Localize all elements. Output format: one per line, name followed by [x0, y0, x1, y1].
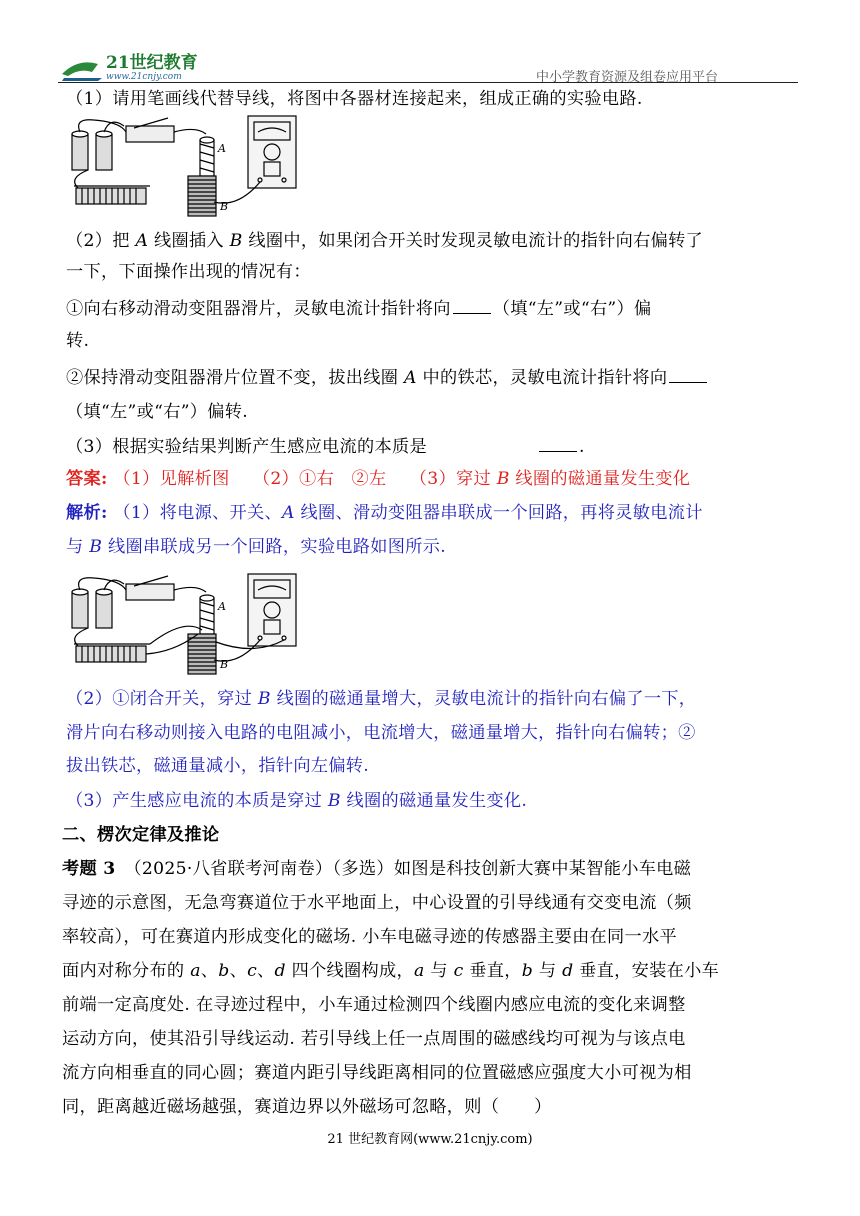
question-2-line-5: ②保持滑动变阻器滑片位置不变，拔出线圈 A 中的铁芯，灵敏电流计指针将向 [66, 366, 709, 389]
question-2-line-4: 转. [66, 331, 90, 351]
answer-line: 答案: （1）见解析图 （2）①右 ②左 （3）穿过 B 线圈的磁通量发生变化 [66, 469, 691, 489]
kt3-line-6: 运动方向，使其沿引导线运动. 若引导线上任一点周围的磁感线均可视为与该点电 [62, 1029, 686, 1049]
answer-blank-1 [453, 297, 491, 314]
page-footer: 21 世纪教育网(www.21cnjy.com) [327, 1132, 533, 1147]
analysis-line-5: 拔出铁芯，磁通量减小，指针向左偏转. [66, 756, 370, 776]
coil-a-label: A [218, 142, 226, 155]
question-2-line-3: ①向右移动滑动变阻器滑片，灵敏电流计指针将向 （填“左”或“右”）偏 [66, 299, 652, 319]
kt3-line-1: 考题 3 （2025·八省联考河南卷）（多选）如图是科技创新大赛中某智能小车电磁 [62, 859, 692, 879]
kt3-line-3: 率较高），可在赛道内形成变化的磁场. 小车电磁寻迹的传感器主要由在同一水平 [62, 927, 677, 947]
analysis-line-6: （3）产生感应电流的本质是穿过 B 线圈的磁通量发生变化. [66, 791, 528, 811]
circuit-figure-answer [64, 570, 304, 686]
circuit-figure-question [64, 112, 304, 228]
kt3-line-2: 寻迹的示意图，无急弯赛道位于水平地面上，中心设置的引导线通有交变电流（频 [62, 893, 692, 913]
question-2-line-2: 一下，下面操作出现的情况有： [66, 262, 311, 282]
analysis-line-4: 滑片向右移动则接入电路的电阻减小，电流增大，磁通量增大，指针向右偏转；② [66, 723, 696, 743]
question-2-line-6: （填“左”或“右”）偏转. [66, 402, 249, 422]
platform-name: 中小学教育资源及组卷应用平台 [536, 70, 719, 85]
analysis-line-3: （2）①闭合开关，穿过 B 线圈的磁通量增大，灵敏电流计的指针向右偏了一下， [66, 689, 697, 709]
question-2-line-1: （2）把 A 线圈插入 B 线圈中，如果闭合开关时发现灵敏电流计的指针向右偏转了 [66, 231, 704, 251]
answer-blank-3 [539, 435, 577, 452]
kt3-line-8: 同，距离越近磁场越强，赛道边界以外磁场可忽略，则（ ） [62, 1097, 552, 1117]
coil-a-label: A [218, 600, 226, 613]
logo-url: www.21cnjy.com [106, 72, 182, 82]
question-1: （1）请用笔画线代替导线，将图中各器材连接起来，组成正确的实验电路. [66, 89, 643, 109]
logo-text: 21世纪教育 [106, 53, 198, 73]
coil-b-label: B [220, 200, 229, 213]
section-heading: 二、楞次定律及推论 [62, 825, 220, 845]
kt3-line-4: 面内对称分布的 a、b、c、d 四个线圈构成，a 与 c 垂直，b 与 d 垂直，安装在小车 [62, 961, 720, 981]
header-divider [58, 82, 798, 83]
kt3-line-5: 前端一定高度处. 在寻迹过程中，小车通过检测四个线圈内感应电流的变化来调整 [62, 995, 686, 1015]
site-logo [58, 50, 228, 82]
analysis-line-1: 解析: （1）将电源、开关、A 线圈、滑动变阻器串联成一个回路，再将灵敏电流计 [66, 503, 703, 523]
question-3: （3）根据实验结果判断产生感应电流的本质是 . [66, 437, 585, 457]
kt3-line-7: 流方向相垂直的同心圆；赛道内距引导线距离相同的位置磁感应强度大小可视为相 [62, 1063, 692, 1083]
coil-b-label: B [220, 658, 229, 671]
answer-blank-2 [669, 366, 707, 383]
analysis-line-2: 与 B 线圈串联成另一个回路，实验电路如图所示. [66, 537, 446, 557]
